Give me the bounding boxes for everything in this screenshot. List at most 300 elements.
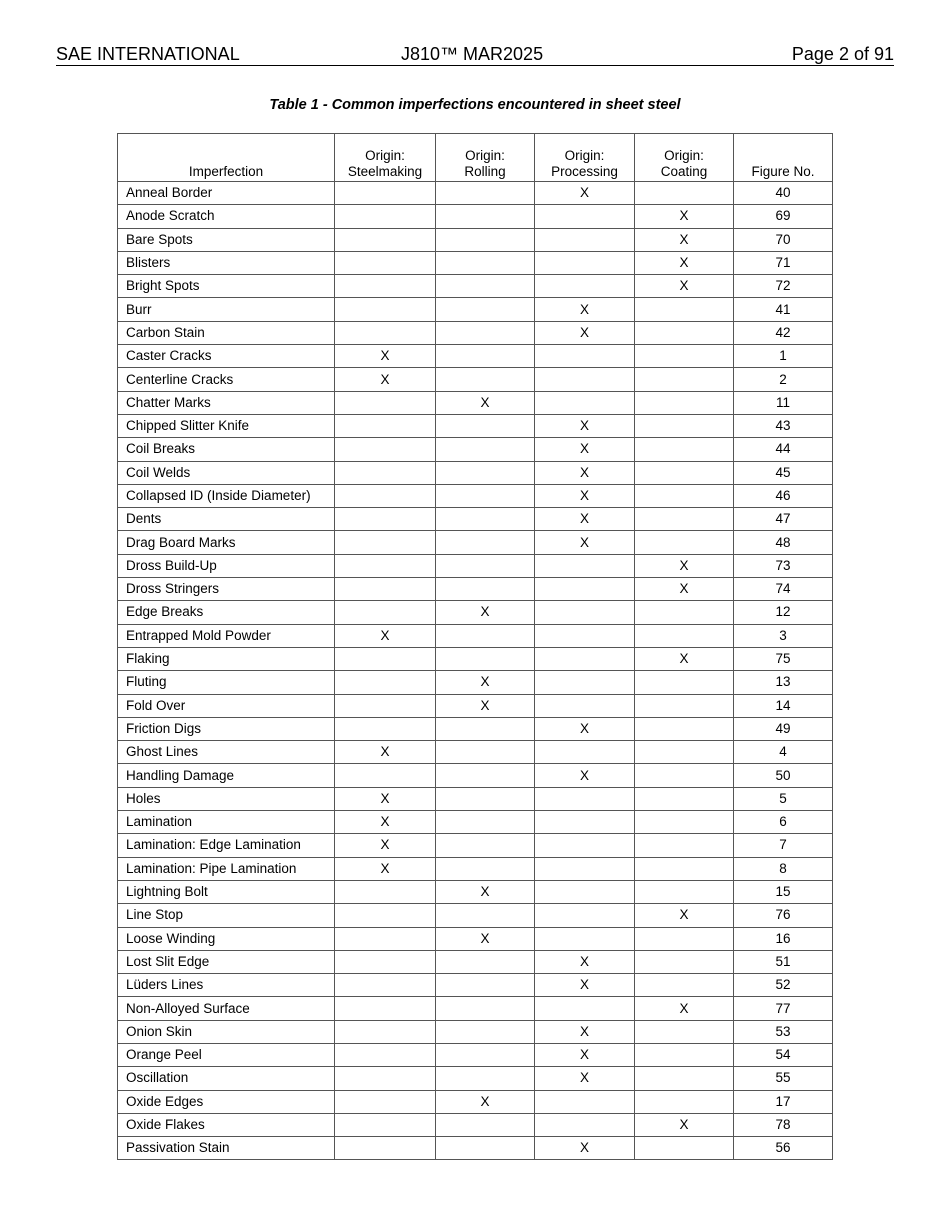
cell-coating: X xyxy=(635,904,734,927)
cell-figure-no: 6 xyxy=(734,811,833,834)
cell-steelmaking xyxy=(335,205,436,228)
cell-imperfection: Onion Skin xyxy=(118,1020,335,1043)
cell-coating xyxy=(635,345,734,368)
cell-imperfection: Passivation Stain xyxy=(118,1137,335,1160)
cell-rolling: X xyxy=(436,1090,535,1113)
cell-figure-no: 76 xyxy=(734,904,833,927)
cell-figure-no: 1 xyxy=(734,345,833,368)
table-row xyxy=(118,764,833,787)
cell-imperfection: Dents xyxy=(118,508,335,531)
cell-processing xyxy=(535,787,635,810)
page-header xyxy=(56,43,894,66)
cell-imperfection: Oxide Edges xyxy=(118,1090,335,1113)
cell-imperfection: Loose Winding xyxy=(118,927,335,950)
cell-coating xyxy=(635,601,734,624)
table-row xyxy=(118,461,833,484)
cell-coating xyxy=(635,834,734,857)
cell-processing xyxy=(535,997,635,1020)
cell-processing xyxy=(535,694,635,717)
column-header-imperfection: Imperfection xyxy=(118,134,335,182)
cell-rolling xyxy=(436,438,535,461)
cell-imperfection: Handling Damage xyxy=(118,764,335,787)
cell-steelmaking xyxy=(335,647,436,670)
cell-rolling xyxy=(436,997,535,1020)
table-row xyxy=(118,880,833,903)
cell-processing: X xyxy=(535,508,635,531)
cell-imperfection: Oxide Flakes xyxy=(118,1113,335,1136)
cell-coating xyxy=(635,694,734,717)
cell-figure-no: 41 xyxy=(734,298,833,321)
cell-rolling xyxy=(436,205,535,228)
cell-coating: X xyxy=(635,647,734,670)
cell-figure-no: 74 xyxy=(734,578,833,601)
cell-processing xyxy=(535,904,635,927)
cell-imperfection: Blisters xyxy=(118,251,335,274)
cell-imperfection: Edge Breaks xyxy=(118,601,335,624)
table-row xyxy=(118,1043,833,1066)
cell-rolling: X xyxy=(436,927,535,950)
cell-coating xyxy=(635,857,734,880)
cell-rolling xyxy=(436,1113,535,1136)
table-row xyxy=(118,298,833,321)
cell-rolling xyxy=(436,345,535,368)
cell-coating: X xyxy=(635,251,734,274)
cell-rolling xyxy=(436,298,535,321)
cell-processing: X xyxy=(535,182,635,205)
cell-processing: X xyxy=(535,531,635,554)
imperfections-table xyxy=(117,133,833,1160)
column-header-processing: Origin: Processing xyxy=(535,134,635,182)
cell-figure-no: 70 xyxy=(734,228,833,251)
cell-steelmaking xyxy=(335,414,436,437)
table-row xyxy=(118,368,833,391)
cell-rolling: X xyxy=(436,880,535,903)
cell-processing xyxy=(535,857,635,880)
cell-processing xyxy=(535,554,635,577)
cell-figure-no: 50 xyxy=(734,764,833,787)
table-row xyxy=(118,508,833,531)
table-row xyxy=(118,345,833,368)
cell-processing xyxy=(535,811,635,834)
cell-imperfection: Lamination xyxy=(118,811,335,834)
cell-coating xyxy=(635,1067,734,1090)
cell-processing: X xyxy=(535,461,635,484)
cell-imperfection: Bright Spots xyxy=(118,275,335,298)
table-row xyxy=(118,1020,833,1043)
cell-coating: X xyxy=(635,275,734,298)
cell-processing: X xyxy=(535,1020,635,1043)
cell-imperfection: Lamination: Pipe Lamination xyxy=(118,857,335,880)
cell-coating xyxy=(635,182,734,205)
cell-imperfection: Lost Slit Edge xyxy=(118,950,335,973)
cell-figure-no: 69 xyxy=(734,205,833,228)
table-row xyxy=(118,787,833,810)
cell-rolling xyxy=(436,857,535,880)
cell-processing xyxy=(535,228,635,251)
cell-coating: X xyxy=(635,205,734,228)
cell-processing xyxy=(535,368,635,391)
cell-imperfection: Lightning Bolt xyxy=(118,880,335,903)
cell-imperfection: Line Stop xyxy=(118,904,335,927)
cell-steelmaking: X xyxy=(335,834,436,857)
cell-figure-no: 16 xyxy=(734,927,833,950)
cell-imperfection: Fold Over xyxy=(118,694,335,717)
cell-steelmaking xyxy=(335,601,436,624)
cell-processing xyxy=(535,1090,635,1113)
table-row xyxy=(118,1113,833,1136)
cell-imperfection: Non-Alloyed Surface xyxy=(118,997,335,1020)
cell-rolling xyxy=(436,554,535,577)
cell-processing xyxy=(535,834,635,857)
cell-figure-no: 17 xyxy=(734,1090,833,1113)
cell-rolling xyxy=(436,251,535,274)
table-row xyxy=(118,741,833,764)
cell-steelmaking xyxy=(335,1137,436,1160)
cell-steelmaking xyxy=(335,1020,436,1043)
cell-figure-no: 8 xyxy=(734,857,833,880)
cell-coating xyxy=(635,414,734,437)
cell-steelmaking: X xyxy=(335,787,436,810)
table-row xyxy=(118,694,833,717)
cell-figure-no: 48 xyxy=(734,531,833,554)
cell-steelmaking xyxy=(335,228,436,251)
cell-rolling: X xyxy=(436,671,535,694)
cell-processing: X xyxy=(535,717,635,740)
cell-processing: X xyxy=(535,438,635,461)
cell-figure-no: 55 xyxy=(734,1067,833,1090)
cell-imperfection: Friction Digs xyxy=(118,717,335,740)
column-header-steelmaking: Origin: Steelmaking xyxy=(335,134,436,182)
cell-coating: X xyxy=(635,1113,734,1136)
cell-imperfection: Coil Welds xyxy=(118,461,335,484)
cell-imperfection: Holes xyxy=(118,787,335,810)
cell-coating xyxy=(635,717,734,740)
table-row xyxy=(118,531,833,554)
cell-figure-no: 44 xyxy=(734,438,833,461)
column-header-rolling: Origin: Rolling xyxy=(436,134,535,182)
cell-coating xyxy=(635,391,734,414)
cell-processing: X xyxy=(535,974,635,997)
cell-figure-no: 14 xyxy=(734,694,833,717)
cell-rolling xyxy=(436,974,535,997)
table-row xyxy=(118,554,833,577)
cell-figure-no: 46 xyxy=(734,484,833,507)
cell-steelmaking: X xyxy=(335,345,436,368)
cell-figure-no: 4 xyxy=(734,741,833,764)
table-row xyxy=(118,834,833,857)
cell-steelmaking xyxy=(335,275,436,298)
cell-imperfection: Dross Stringers xyxy=(118,578,335,601)
cell-rolling xyxy=(436,647,535,670)
cell-rolling xyxy=(436,461,535,484)
cell-processing: X xyxy=(535,764,635,787)
cell-processing: X xyxy=(535,1137,635,1160)
table-row xyxy=(118,391,833,414)
cell-rolling xyxy=(436,321,535,344)
cell-figure-no: 78 xyxy=(734,1113,833,1136)
cell-rolling: X xyxy=(436,601,535,624)
cell-steelmaking xyxy=(335,461,436,484)
cell-coating xyxy=(635,974,734,997)
cell-steelmaking xyxy=(335,904,436,927)
cell-coating: X xyxy=(635,578,734,601)
cell-rolling xyxy=(436,834,535,857)
cell-figure-no: 53 xyxy=(734,1020,833,1043)
cell-figure-no: 73 xyxy=(734,554,833,577)
cell-steelmaking xyxy=(335,251,436,274)
cell-processing: X xyxy=(535,321,635,344)
cell-imperfection: Lüders Lines xyxy=(118,974,335,997)
cell-steelmaking xyxy=(335,1090,436,1113)
table-row xyxy=(118,811,833,834)
cell-figure-no: 56 xyxy=(734,1137,833,1160)
cell-imperfection: Ghost Lines xyxy=(118,741,335,764)
cell-steelmaking: X xyxy=(335,857,436,880)
cell-steelmaking xyxy=(335,438,436,461)
table-row xyxy=(118,997,833,1020)
cell-rolling xyxy=(436,787,535,810)
cell-coating xyxy=(635,787,734,810)
cell-rolling: X xyxy=(436,391,535,414)
table-body xyxy=(118,182,833,1160)
table-row xyxy=(118,484,833,507)
cell-rolling xyxy=(436,811,535,834)
cell-figure-no: 49 xyxy=(734,717,833,740)
table-row xyxy=(118,647,833,670)
cell-steelmaking xyxy=(335,1043,436,1066)
cell-steelmaking xyxy=(335,321,436,344)
cell-coating: X xyxy=(635,997,734,1020)
cell-coating xyxy=(635,1020,734,1043)
cell-figure-no: 47 xyxy=(734,508,833,531)
table-row xyxy=(118,904,833,927)
table-row xyxy=(118,414,833,437)
cell-coating xyxy=(635,368,734,391)
cell-figure-no: 72 xyxy=(734,275,833,298)
cell-coating xyxy=(635,531,734,554)
cell-imperfection: Lamination: Edge Lamination xyxy=(118,834,335,857)
table-row xyxy=(118,205,833,228)
cell-imperfection: Chatter Marks xyxy=(118,391,335,414)
cell-imperfection: Centerline Cracks xyxy=(118,368,335,391)
cell-processing: X xyxy=(535,484,635,507)
cell-imperfection: Burr xyxy=(118,298,335,321)
table-row xyxy=(118,601,833,624)
cell-figure-no: 15 xyxy=(734,880,833,903)
cell-figure-no: 77 xyxy=(734,997,833,1020)
table-row xyxy=(118,438,833,461)
cell-imperfection: Chipped Slitter Knife xyxy=(118,414,335,437)
cell-processing: X xyxy=(535,1067,635,1090)
table-row xyxy=(118,857,833,880)
cell-imperfection: Carbon Stain xyxy=(118,321,335,344)
cell-rolling xyxy=(436,182,535,205)
cell-coating xyxy=(635,764,734,787)
cell-rolling xyxy=(436,368,535,391)
cell-coating xyxy=(635,321,734,344)
cell-steelmaking: X xyxy=(335,368,436,391)
cell-coating xyxy=(635,950,734,973)
cell-rolling xyxy=(436,1067,535,1090)
cell-imperfection: Anode Scratch xyxy=(118,205,335,228)
cell-rolling xyxy=(436,741,535,764)
cell-steelmaking xyxy=(335,484,436,507)
cell-figure-no: 12 xyxy=(734,601,833,624)
table-header-row xyxy=(118,134,833,182)
cell-rolling xyxy=(436,228,535,251)
cell-steelmaking xyxy=(335,694,436,717)
table-row xyxy=(118,275,833,298)
cell-rolling xyxy=(436,1020,535,1043)
cell-processing xyxy=(535,275,635,298)
cell-rolling xyxy=(436,414,535,437)
cell-coating xyxy=(635,438,734,461)
cell-processing: X xyxy=(535,1043,635,1066)
cell-coating xyxy=(635,671,734,694)
cell-coating xyxy=(635,1043,734,1066)
cell-steelmaking xyxy=(335,974,436,997)
table-row xyxy=(118,950,833,973)
cell-processing xyxy=(535,205,635,228)
table-row xyxy=(118,182,833,205)
cell-figure-no: 51 xyxy=(734,950,833,973)
cell-rolling xyxy=(436,484,535,507)
cell-steelmaking xyxy=(335,182,436,205)
cell-imperfection: Collapsed ID (Inside Diameter) xyxy=(118,484,335,507)
table-row xyxy=(118,228,833,251)
cell-processing xyxy=(535,601,635,624)
table-caption: Table 1 - Common imperfections encountered in sheet steel xyxy=(269,97,681,113)
cell-processing xyxy=(535,741,635,764)
cell-processing xyxy=(535,671,635,694)
cell-steelmaking xyxy=(335,391,436,414)
cell-figure-no: 52 xyxy=(734,974,833,997)
cell-steelmaking xyxy=(335,298,436,321)
cell-rolling: X xyxy=(436,694,535,717)
column-header-coating: Origin: Coating xyxy=(635,134,734,182)
cell-steelmaking xyxy=(335,997,436,1020)
cell-figure-no: 7 xyxy=(734,834,833,857)
column-header-figure-no: Figure No. xyxy=(734,134,833,182)
cell-figure-no: 3 xyxy=(734,624,833,647)
table-row xyxy=(118,717,833,740)
table-row xyxy=(118,671,833,694)
cell-figure-no: 2 xyxy=(734,368,833,391)
cell-figure-no: 5 xyxy=(734,787,833,810)
cell-imperfection: Orange Peel xyxy=(118,1043,335,1066)
cell-steelmaking xyxy=(335,927,436,950)
cell-steelmaking xyxy=(335,717,436,740)
cell-steelmaking: X xyxy=(335,624,436,647)
cell-imperfection: Entrapped Mold Powder xyxy=(118,624,335,647)
cell-figure-no: 42 xyxy=(734,321,833,344)
cell-rolling xyxy=(436,950,535,973)
cell-rolling xyxy=(436,1043,535,1066)
cell-processing: X xyxy=(535,950,635,973)
cell-figure-no: 43 xyxy=(734,414,833,437)
cell-imperfection: Drag Board Marks xyxy=(118,531,335,554)
table-row xyxy=(118,974,833,997)
cell-processing xyxy=(535,1113,635,1136)
cell-rolling xyxy=(436,275,535,298)
cell-imperfection: Bare Spots xyxy=(118,228,335,251)
cell-coating: X xyxy=(635,228,734,251)
cell-coating xyxy=(635,1137,734,1160)
cell-imperfection: Oscillation xyxy=(118,1067,335,1090)
table-row xyxy=(118,1137,833,1160)
cell-coating xyxy=(635,508,734,531)
cell-coating xyxy=(635,1090,734,1113)
header-page-number: Page 2 of 91 xyxy=(791,44,894,64)
cell-steelmaking xyxy=(335,764,436,787)
cell-processing xyxy=(535,880,635,903)
table-row xyxy=(118,321,833,344)
cell-rolling xyxy=(436,531,535,554)
cell-processing xyxy=(535,647,635,670)
cell-processing xyxy=(535,251,635,274)
cell-processing xyxy=(535,927,635,950)
cell-imperfection: Dross Build-Up xyxy=(118,554,335,577)
table-row xyxy=(118,578,833,601)
cell-coating xyxy=(635,811,734,834)
cell-processing xyxy=(535,345,635,368)
cell-figure-no: 45 xyxy=(734,461,833,484)
cell-steelmaking xyxy=(335,880,436,903)
cell-figure-no: 11 xyxy=(734,391,833,414)
cell-imperfection: Coil Breaks xyxy=(118,438,335,461)
cell-steelmaking xyxy=(335,950,436,973)
cell-steelmaking xyxy=(335,1113,436,1136)
table-row xyxy=(118,251,833,274)
cell-figure-no: 54 xyxy=(734,1043,833,1066)
cell-imperfection: Caster Cracks xyxy=(118,345,335,368)
cell-steelmaking xyxy=(335,671,436,694)
cell-imperfection: Anneal Border xyxy=(118,182,335,205)
table-row xyxy=(118,1090,833,1113)
cell-imperfection: Flaking xyxy=(118,647,335,670)
cell-coating xyxy=(635,741,734,764)
cell-steelmaking xyxy=(335,1067,436,1090)
cell-steelmaking: X xyxy=(335,741,436,764)
table-row xyxy=(118,927,833,950)
cell-coating xyxy=(635,298,734,321)
cell-imperfection: Fluting xyxy=(118,671,335,694)
cell-steelmaking xyxy=(335,508,436,531)
cell-figure-no: 75 xyxy=(734,647,833,670)
cell-coating xyxy=(635,484,734,507)
cell-steelmaking xyxy=(335,554,436,577)
cell-figure-no: 40 xyxy=(734,182,833,205)
cell-rolling xyxy=(436,717,535,740)
cell-coating xyxy=(635,927,734,950)
header-doc-id: J810™ MAR2025 xyxy=(401,44,544,64)
cell-steelmaking: X xyxy=(335,811,436,834)
cell-rolling xyxy=(436,764,535,787)
cell-processing xyxy=(535,578,635,601)
cell-steelmaking xyxy=(335,578,436,601)
table-row xyxy=(118,624,833,647)
cell-coating xyxy=(635,624,734,647)
cell-figure-no: 13 xyxy=(734,671,833,694)
cell-rolling xyxy=(436,904,535,927)
header-org: SAE INTERNATIONAL xyxy=(56,44,240,64)
cell-coating: X xyxy=(635,554,734,577)
cell-processing xyxy=(535,624,635,647)
table-row xyxy=(118,1067,833,1090)
cell-rolling xyxy=(436,578,535,601)
cell-coating xyxy=(635,880,734,903)
cell-rolling xyxy=(436,508,535,531)
